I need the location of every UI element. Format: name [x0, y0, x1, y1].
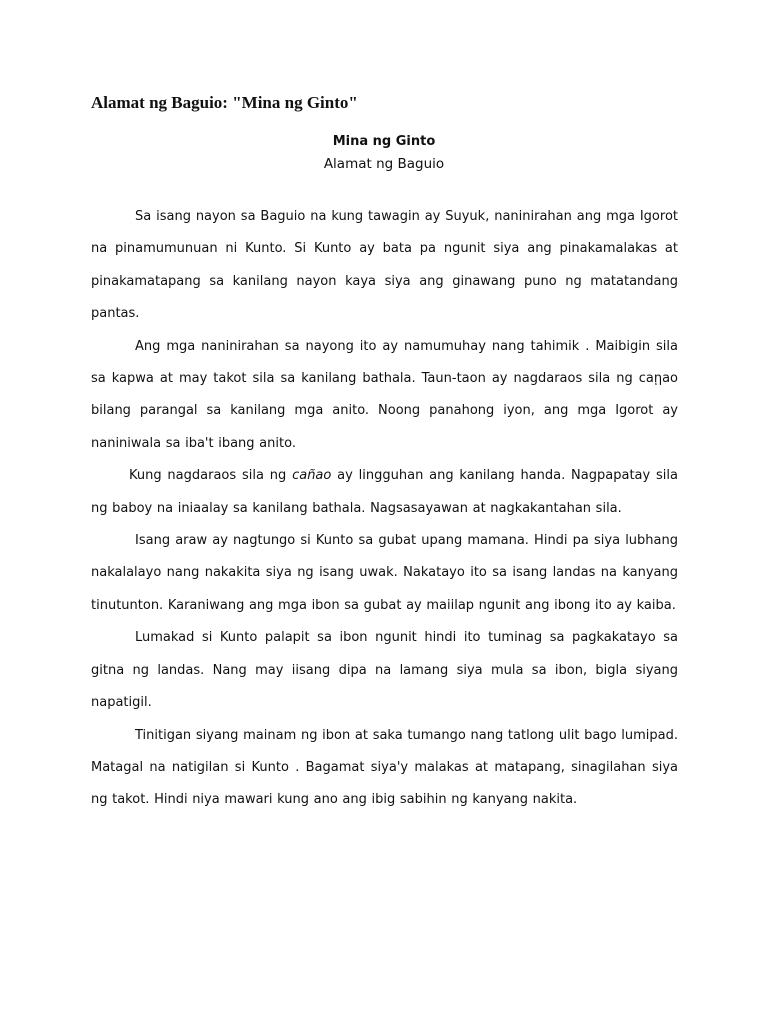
story-title: Mina ng Ginto [332, 134, 436, 149]
story-body [91, 201, 678, 817]
paragraph-5: Lumakad si Kunto palapit sa ibon ngunit hindi ito tuminag sa pagkakatayo sa gitna ng landas. Nang may iisang dipa na lamang siya mula sa ibon, bigla siyang napatigil. [91, 630, 678, 711]
paragraph-1: Sa isang nayon sa Baguio na kung tawagin ay Suyuk, naninirahan ang mga Igorot na pinamumunuan ni Kunto. Si Kunto ay bata pa ngunit siya ang pinakamalakas at pinakamatapang sa kanilang nayon kaya siya ang ginawang puno ng matatandang pantas. [91, 209, 678, 322]
paragraph-3-text-after: ay lingguhan ang kanilang handa. Nagpapatay sila ng baboy na iniaalay sa kanilang bathala. Nagsasayawan at nagkakantahan sila. [91, 468, 678, 516]
paragraph-6: Tinitigan siyang mainam ng ibon at saka tumango nang tatlong ulit bago lumipad. Matagal na natigilan si Kunto . Bagamat siya'y malakas at matapang, sinagilahan siya ng takot. Hindi niya mawari kung ano ang ibig sabihin ng kanyang nakita. [91, 727, 678, 808]
paragraph-4: Isang araw ay nagtungo si Kunto sa gubat upang mamana. Hindi pa siya lubhang nakalalayo nang nakakita siya ng isang uwak. Nakatayo ito sa isang landas na kanyang tinutunton. Karaniwang ang mga ibon sa gubat ay maiilap ngunit ang ibong ito ay kaiba. [91, 533, 678, 613]
paragraph-3 [91, 460, 678, 525]
paragraph-3-italic-term: cañao [292, 468, 332, 484]
paragraph-3-text-before: Kung nagdaraos sila ng [129, 468, 293, 484]
document-heading: Alamat ng Baguio: "Mina ng Ginto" [91, 93, 358, 112]
paragraph-2: Ang mga naninirahan sa nayong ito ay namumuhay nang tahimik . Maibigin sila sa kapwa at may takot sila sa kanilang bathala. Taun-taon ay nagdaraos sila ng caῃao bilang parangal sa kanilang mga anito. Noong panahong iyon, ang mga Igorot ay naniniwala sa iba't ibang anito. [91, 338, 678, 451]
story-subtitle: Alamat ng Baguio [323, 156, 445, 172]
